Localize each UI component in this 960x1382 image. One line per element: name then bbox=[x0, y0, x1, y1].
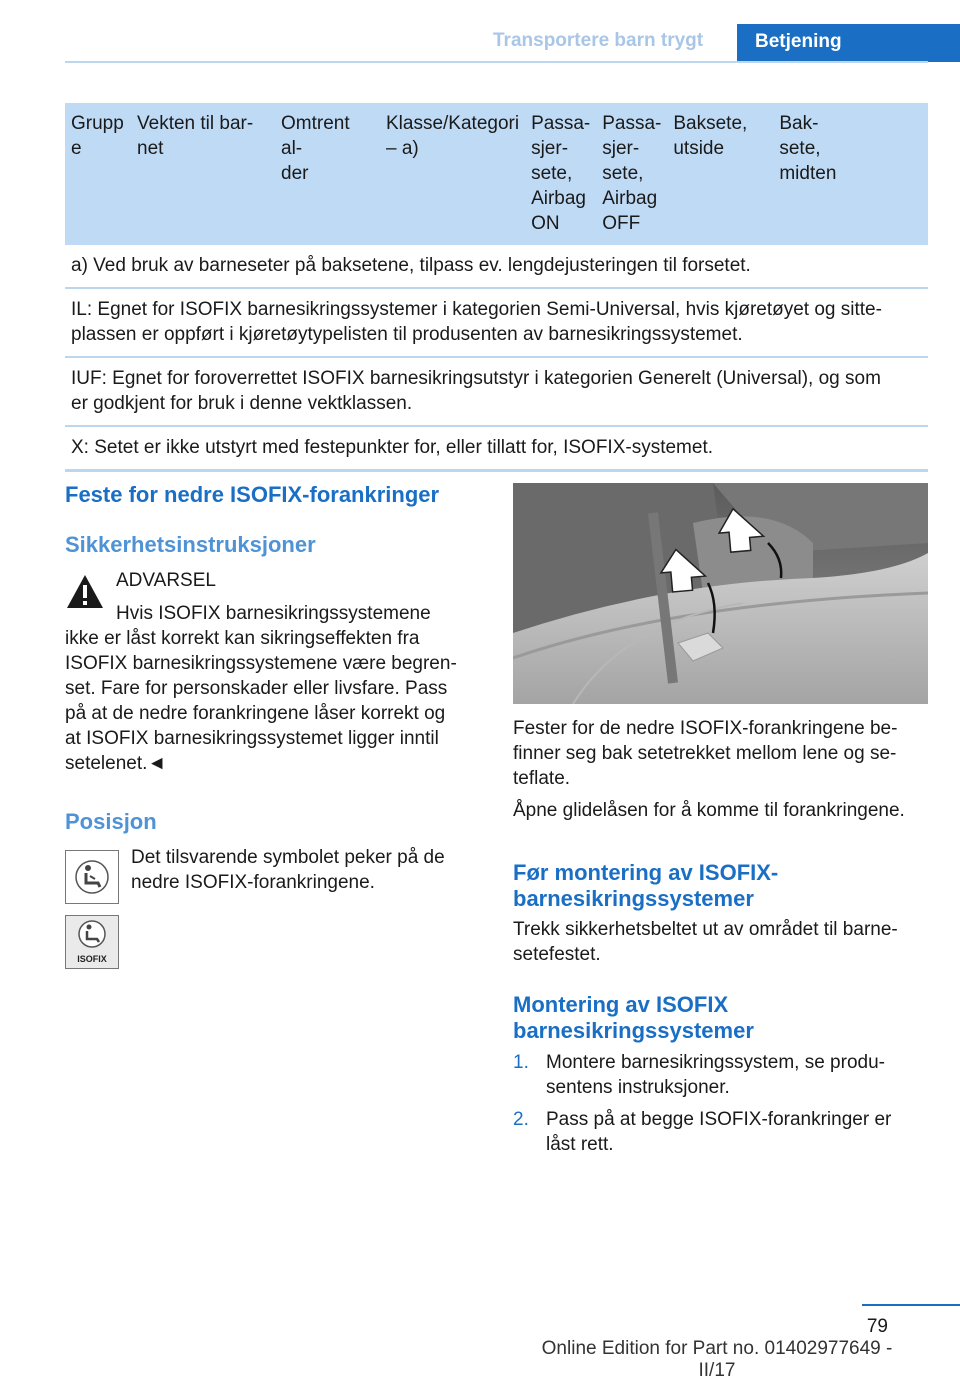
isofix-table bbox=[65, 103, 928, 472]
step-number: 1. bbox=[513, 1052, 529, 1073]
safety-heading: Sikkerhetsinstruksjoner bbox=[65, 532, 316, 557]
open-zipper-text: Åpne glidelåsen for å komme til forankringene. bbox=[513, 800, 905, 821]
col-header-weight: Vekten til bar- net bbox=[131, 103, 275, 245]
section-heading: Feste for nedre ISOFIX-forankringer bbox=[65, 482, 440, 507]
table-note-row bbox=[65, 357, 928, 426]
table-note: a) Ved bruk av barneseter på baksetene, tilpass ev. lengdejusteringen til forsetet. bbox=[65, 245, 928, 288]
table-note: IUF: Egnet for foroverrettet ISOFIX barnesikringsutstyr i kategorien Generelt (Universal), og som er godkjent for bruk i denne vektklassen. bbox=[65, 357, 928, 426]
before-mounting-text: Trekk sikkerhetsbeltet ut av området til barne- setefestet. bbox=[513, 919, 898, 965]
warning-label: ADVARSEL bbox=[116, 570, 216, 591]
edition-note: Online Edition for Part no. 01402977649 - II/17 bbox=[541, 1338, 893, 1381]
col-header-group: Grupp e bbox=[65, 103, 131, 245]
col-header-age: Omtrent al- der bbox=[275, 103, 380, 245]
col-header-rear-outer: Baksete, utside bbox=[667, 103, 773, 245]
step-text: Pass på at begge ISOFIX-forankringer er låst rett. bbox=[546, 1109, 892, 1155]
section-title: Transportere barn trygt bbox=[493, 30, 704, 51]
table-note: X: Setet er ikke utstyrt med festepunkter for, eller tillatt for, ISOFIX-systemet. bbox=[65, 426, 928, 471]
mounting-heading: Montering av ISOFIX barnesikringssystemer bbox=[513, 992, 754, 1043]
footer-divider bbox=[862, 1304, 960, 1306]
photo-caption: Fester for de nedre ISOFIX-forankringene be- finner seg bak setetrekket mellom lene og se- teflate. bbox=[513, 718, 898, 789]
step-text: Montere barnesikringssystem, se produ- sentens instruksjoner. bbox=[546, 1052, 885, 1098]
col-header-airbag-on: Passa- sjer- sete, Airbag ON bbox=[525, 103, 596, 245]
header-divider bbox=[65, 61, 928, 63]
position-text: Det tilsvarende symbolet peker på de nedre ISOFIX-forankringene. bbox=[131, 847, 445, 893]
isofix-seat-symbol-icon bbox=[65, 850, 119, 904]
warning-icon bbox=[65, 572, 105, 612]
isofix-icon-label: ISOFIX bbox=[77, 954, 107, 964]
warning-text: ikke er låst korrekt kan sikringseffekten fra ISOFIX barnesikringssystemene være begren- set. Fare for personskader eller livsfare. Pass på at de nedre forankringene låser korrekt og at ISOFIX barnesikringssystemet ligger inntil setelenet.◄ bbox=[65, 628, 457, 774]
isofix-anchor-photo bbox=[513, 483, 928, 704]
page-number: 79 bbox=[866, 1316, 888, 1337]
step-number: 2. bbox=[513, 1109, 529, 1130]
table-note: IL: Egnet for ISOFIX barnesikringssystemer i kategorien Semi-Universal, hvis kjøretøyet og sitte- plassen er oppført i kjøretøytypelisten til produsenten av barnesikringssystemet. bbox=[65, 288, 928, 357]
table-note-row bbox=[65, 426, 928, 471]
before-mounting-heading: Før montering av ISOFIX- barnesikringssystemer bbox=[513, 860, 779, 911]
warning-text-first: Hvis ISOFIX barnesikringssystemene bbox=[116, 603, 431, 624]
isofix-label-symbol-icon bbox=[65, 915, 119, 969]
position-heading: Posisjon bbox=[65, 809, 157, 834]
table-note-row bbox=[65, 288, 928, 357]
chapter-tab[interactable]: Betjening bbox=[737, 24, 960, 62]
table-header-row bbox=[65, 103, 928, 245]
col-header-airbag-off: Passa- sjer- sete, Airbag OFF bbox=[596, 103, 667, 245]
table-note-row bbox=[65, 245, 928, 288]
col-header-class: Klasse/Kategori – a) bbox=[380, 103, 525, 245]
col-header-rear-middle: Bak- sete, midten bbox=[773, 103, 928, 245]
